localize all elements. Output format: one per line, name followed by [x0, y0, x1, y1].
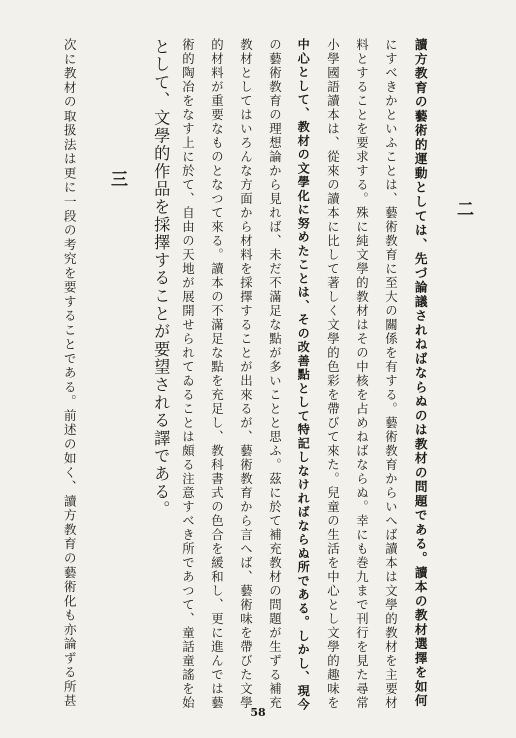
text-line-8: 的材料が重要なものとなつて來る。讀本の不滿足な點を充足し、教科書式の色合を緩和し、更に進んでは藝 — [209, 38, 225, 710]
text-line-3: 料とすることを要求する。殊に純文學的教材はその中核を占めねばならぬ。幸にも巻九まで刊行を見た尋常 — [354, 38, 370, 710]
text-line-5: 中心として、教材の文學化に努めたことは、その改善點として特記しなければならぬ所である。しかし、現今 — [296, 38, 311, 712]
page-number: 58 — [250, 706, 266, 719]
text-line-9: 術的陶冶をなす上に於て、自由の天地が展開せられてゐることは頗る注意すべき所であつて、童話童謠を始 — [180, 38, 196, 710]
text-line-6: の藝術教育の理想論から見れば、未だ不滿足な點が多いことと思ふ。茲に於て補充教材の問題が生ずる補充 — [267, 38, 283, 710]
text-line-7: 教材としてはいろんな方面から材料を採擇することが出來るが、藝術教育から言へば、藝術味を帶びた文學 — [238, 38, 254, 710]
text-line-10: として、文學的作品を採擇することが要望される譯である。 — [151, 38, 171, 519]
text-line-11: 次に教材の取扱法は更に一段の考究を要することである。前述の如く、讀方教育の藝術化も亦論ずる所甚 — [61, 38, 77, 709]
text-line-2: にすべきかといふことは、藝術教育に至大の關係を有する。藝術教育からいへば讀本は文學的教材を主要材 — [383, 38, 399, 710]
section-heading-2: 二 — [453, 200, 473, 217]
text-line-1: 讀方教育の藝術的運動としては、先づ論議されねばならぬのは教材の問題である。讀本の教材選擇を如何 — [412, 38, 428, 709]
text-line-4: 小學國語讀本は、從來の讀本に比して著しく文學的色彩を帶びて來た。兒童の生活を中心とし文學的趣味を — [325, 38, 341, 710]
section-heading-3: 三 — [107, 170, 127, 187]
